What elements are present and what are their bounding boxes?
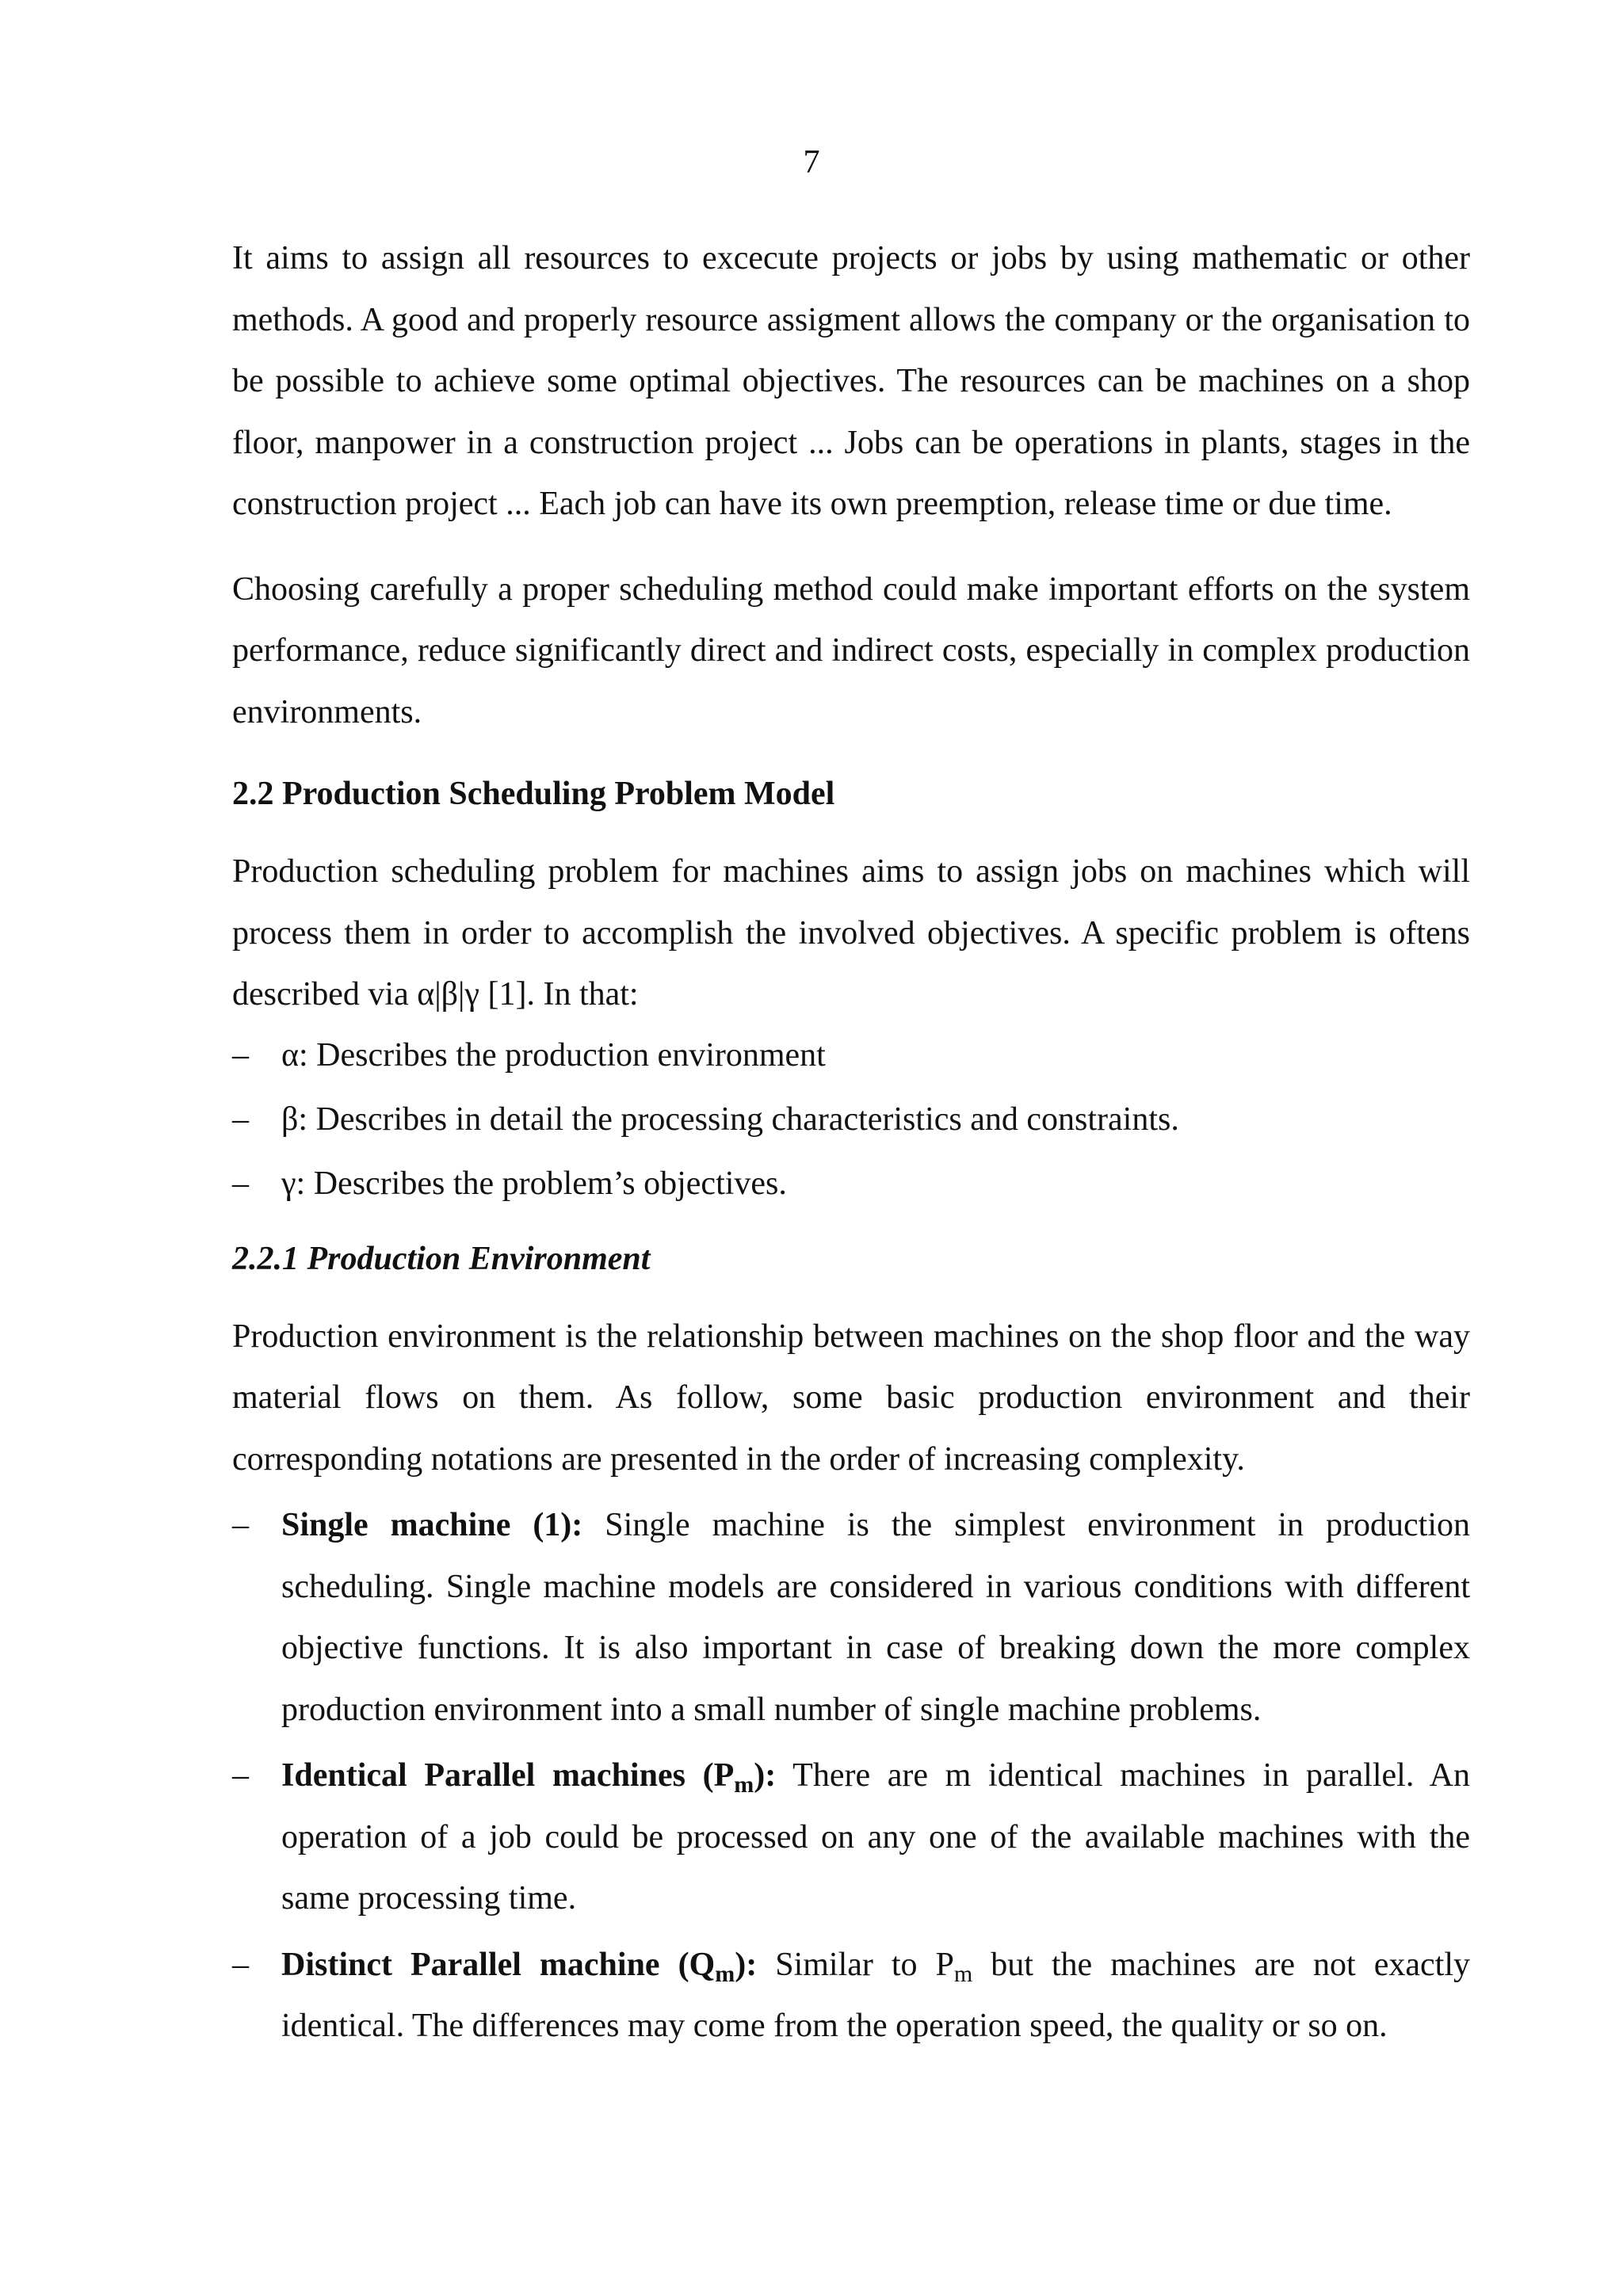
problem-model-paragraph: Production scheduling problem for machines aims to assign jobs on machines which will process them in order to accomplish the involved objectives. A specific problem is oftens described via α|β|γ [1]. In that: (232, 853, 1470, 1013)
list-item-text: α: Describes the production environment (281, 1036, 826, 1074)
environment-list (232, 1495, 1470, 2058)
dash-marker: – (232, 1100, 249, 1138)
list-item-text: γ: Describes the problem’s objectives. (281, 1165, 787, 1202)
dash-marker: – (232, 1757, 249, 1794)
list-item-text: β: Describes in detail the processing characteristics and constraints. (281, 1100, 1179, 1138)
list-item-text: Similar to $P_m$ but the machines are not exactly identical. The differences may come from the operation speed, the quality or so on. (281, 1946, 1470, 2044)
notation-list (232, 1031, 1470, 1208)
subsection-heading: 2.2.1 Production Environment (232, 1240, 651, 1277)
dash-marker: – (232, 1946, 249, 1983)
section-heading: 2.2 Production Scheduling Problem Model (232, 776, 835, 812)
dash-marker: – (232, 1507, 249, 1543)
environment-paragraph: Production environment is the relationship between machines on the shop floor and the way material flows on them. As follow, some basic production environment and their corresponding notations are presented in the order of increasing complexity. (232, 1318, 1470, 1478)
page-number: 7 (803, 144, 820, 181)
intro-paragraph: It aims to assign all resources to excecute projects or jobs by using mathematic or other methods. A good and properly resource assigment allows the company or the organisation to be possible to achieve some optimal objectives. The resources can be machines on a shop floor, manpower in a construction project ... Jobs can be operations in plants, stages in the construction project ... Each job can have its own preemption, release time or due time. (232, 240, 1470, 522)
list-item (232, 1935, 1470, 2058)
list-item (232, 1095, 1470, 1144)
list-item (232, 1745, 1470, 1930)
list-item (232, 1495, 1470, 1741)
list-item-term: Single machine (1): (281, 1507, 583, 1543)
dash-marker: – (232, 1165, 249, 1202)
list-item-text: There are m identical machines in parallel. An operation of a job could be processed on any one of the available machines with the same processing time. (281, 1757, 1470, 1917)
list-item (232, 1031, 1470, 1080)
list-item (232, 1159, 1470, 1208)
scheduling-method-paragraph: Choosing carefully a proper scheduling method could make important efforts on the system performance, reduce significantly direct and indirect costs, especially in complex production environments. (232, 570, 1470, 730)
page-content (232, 228, 1470, 2062)
list-item-term: Distinct Parallel machine $(Q_m)$: (281, 1946, 758, 1987)
list-item-text: Single machine is the simplest environment in production scheduling. Single machine models are considered in various conditions with different objective functions. It is also important in case of breaking down the more complex production environment into a small number of single machine problems. (281, 1507, 1470, 1728)
dash-marker: – (232, 1036, 249, 1074)
list-item-term: Identical Parallel machines $(P_m)$: (281, 1757, 777, 1798)
